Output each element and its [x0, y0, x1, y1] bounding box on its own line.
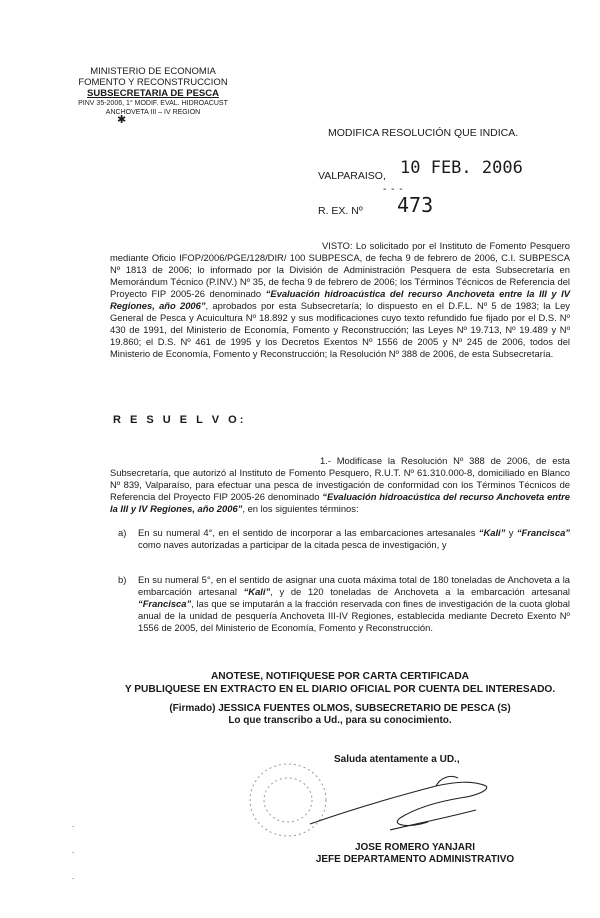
item-a-text-3: como naves autorizadas a participar de la citada pesca de investigación, y	[138, 539, 447, 550]
closing-formula	[100, 670, 580, 696]
item-text	[138, 574, 570, 634]
header-line-2: FOMENTO Y RECONSTRUCCION	[78, 77, 228, 88]
greeting: Saluda atentamente a UD.,	[334, 754, 460, 765]
item-text	[138, 527, 570, 551]
visto-paragraph	[110, 240, 570, 360]
closing-line-2: Y PUBLIQUESE EN EXTRACTO EN EL DIARIO OFICIAL POR CUENTA DEL INTERESADO.	[124, 684, 556, 695]
signed-by-block	[110, 703, 570, 727]
resuelvo-item-b	[118, 574, 570, 634]
item-label: a)	[118, 527, 127, 538]
resuelvo-paragraph	[110, 455, 570, 515]
visto-text-2: , aprobados por esta Subsecretaría; lo dispuesto en el D.F.L. Nº 5 de 1983; la Ley General de Pesca y Acuicultura Nº 18.892 y sus modificaciones cuyo texto refundido fue fijado por el D.S. Nº 430 de 1991, del Ministerio de Economía, Fomento y Reconstrucción; las Leyes Nº 19.713, Nº 19.489 y Nº 19.860; el D.S. Nº 461 de 1995 y los Decretos Exentos Nº 1556 de 2005 y Nº 245 de 2006, todos del Ministerio de Economía, Fomento y Reconstrucción; la Resolución Nº 388 de 2006, de esta Subsecretaría.	[110, 300, 570, 359]
ministry-header	[58, 66, 248, 117]
asterisk-mark-icon: ✱	[117, 114, 127, 126]
resuelvo-heading: R E S U E L V O:	[113, 414, 247, 426]
resuelvo-item-a	[118, 527, 570, 551]
signatory-block	[300, 842, 530, 866]
document-subject: MODIFICA RESOLUCIÓN QUE INDICA.	[328, 127, 519, 139]
margin-mark: .	[72, 846, 75, 855]
item-a-vessel-kali: “Kali”	[478, 527, 506, 538]
signatory-role: JEFE DEPARTAMENTO ADMINISTRATIVO	[315, 854, 515, 865]
header-line-3: SUBSECRETARIA DE PESCA	[87, 88, 219, 99]
rex-dash-mark: - - -	[383, 184, 404, 195]
item-a-text-2: y	[505, 527, 517, 538]
date-stamp: 10 FEB. 2006	[400, 158, 523, 178]
item-b-vessel-kali: “Kali”	[243, 586, 271, 597]
transcribo-line: Lo que transcribo a Ud., para su conocimiento.	[228, 715, 452, 726]
header-line-1: MINISTERIO DE ECONOMIA	[90, 66, 216, 77]
margin-mark: .	[72, 820, 75, 829]
signatory-name: JOSE ROMERO YANJARI	[354, 842, 476, 853]
rex-number: 473	[397, 193, 434, 217]
rex-label: R. EX. Nº	[318, 205, 363, 217]
item-label: b)	[118, 574, 127, 585]
header-reference: PINV 35-2006, 1° MODIF. EVAL. HIDROACUST	[78, 100, 228, 107]
place-label: VALPARAISO,	[318, 170, 386, 182]
item-b-vessel-francisca: “Francisca”	[138, 598, 192, 609]
resuelvo-text-2: , en los siguientes términos:	[242, 503, 359, 514]
header-region: ANCHOVETA III – IV REGION	[105, 109, 201, 116]
resuelvo-text-1: 1.- Modifícase la Resolución Nº 388 de 2006, de esta Subsecretaría, que autorizó al Instituto de Fomento Pesquero, R.U.T. Nº 61.310.000-8, domiciliado en Blanco Nº 839, Valparaíso, para efectuar una pesca de investigación de conformidad con los Términos Técnicos de Referencia del Proyecto FIP 2005-26 denominado	[110, 455, 570, 502]
margin-mark: .	[72, 872, 75, 881]
resuelvo-project-title: “Evaluación hidroacústica del recurso Anchoveta entre la III y IV Regiones, año 2006”	[110, 491, 571, 514]
firmado-line: (Firmado) JESSICA FUENTES OLMOS, SUBSECRETARIO DE PESCA (S)	[169, 703, 511, 714]
item-a-text-1: En su numeral 4°, en el sentido de incorporar a las embarcaciones artesanales	[138, 527, 479, 538]
item-b-text-1: En su numeral 5°, en el sentido de asignar una cuota máxima total de 180 toneladas de Anchoveta a la embarcación artesanal	[138, 574, 570, 597]
visto-project-title: “Evaluación hidroacústica del recurso Anchoveta entre la III y IV Regiones, año 2006”	[110, 288, 571, 311]
item-b-text-2: , y de 120 toneladas de Anchoveta a la embarcación artesanal	[270, 586, 570, 597]
stamp-and-signature	[240, 752, 520, 852]
official-stamp-icon	[250, 764, 326, 836]
visto-text-1: VISTO: Lo solicitado por el Instituto de Fomento Pesquero mediante Oficio IFOP/2006/PGE/128/DIR/ 100 SUBPESCA, de fecha 9 de febrero de 2006, C.I. SUBPESCA Nº 1813 de 2006; lo informado por la División de Administración Pesquera de esta Subsecretaría en Memorándum Técnico (P.INV.) Nº 35, de fecha 9 de febrero de 2006; los Términos Técnicos de Referencia del Proyecto FIP 2005-26 denominado	[110, 240, 570, 299]
item-a-vessel-francisca: “Francisca”	[516, 527, 570, 538]
closing-line-1: ANOTESE, NOTIFIQUESE POR CARTA CERTIFICADA	[210, 671, 470, 682]
item-b-text-3: , las que se imputarán a la fracción reservada con fines de investigación de la cuota global anual de la unidad de pesquería Anchoveta III-IV Regiones, establecida mediante Decreto Exento Nº 1556 de 2005, del Ministerio de Economía, Fomento y Reconstrucción.	[138, 598, 570, 633]
handwritten-signature-icon	[310, 776, 487, 830]
